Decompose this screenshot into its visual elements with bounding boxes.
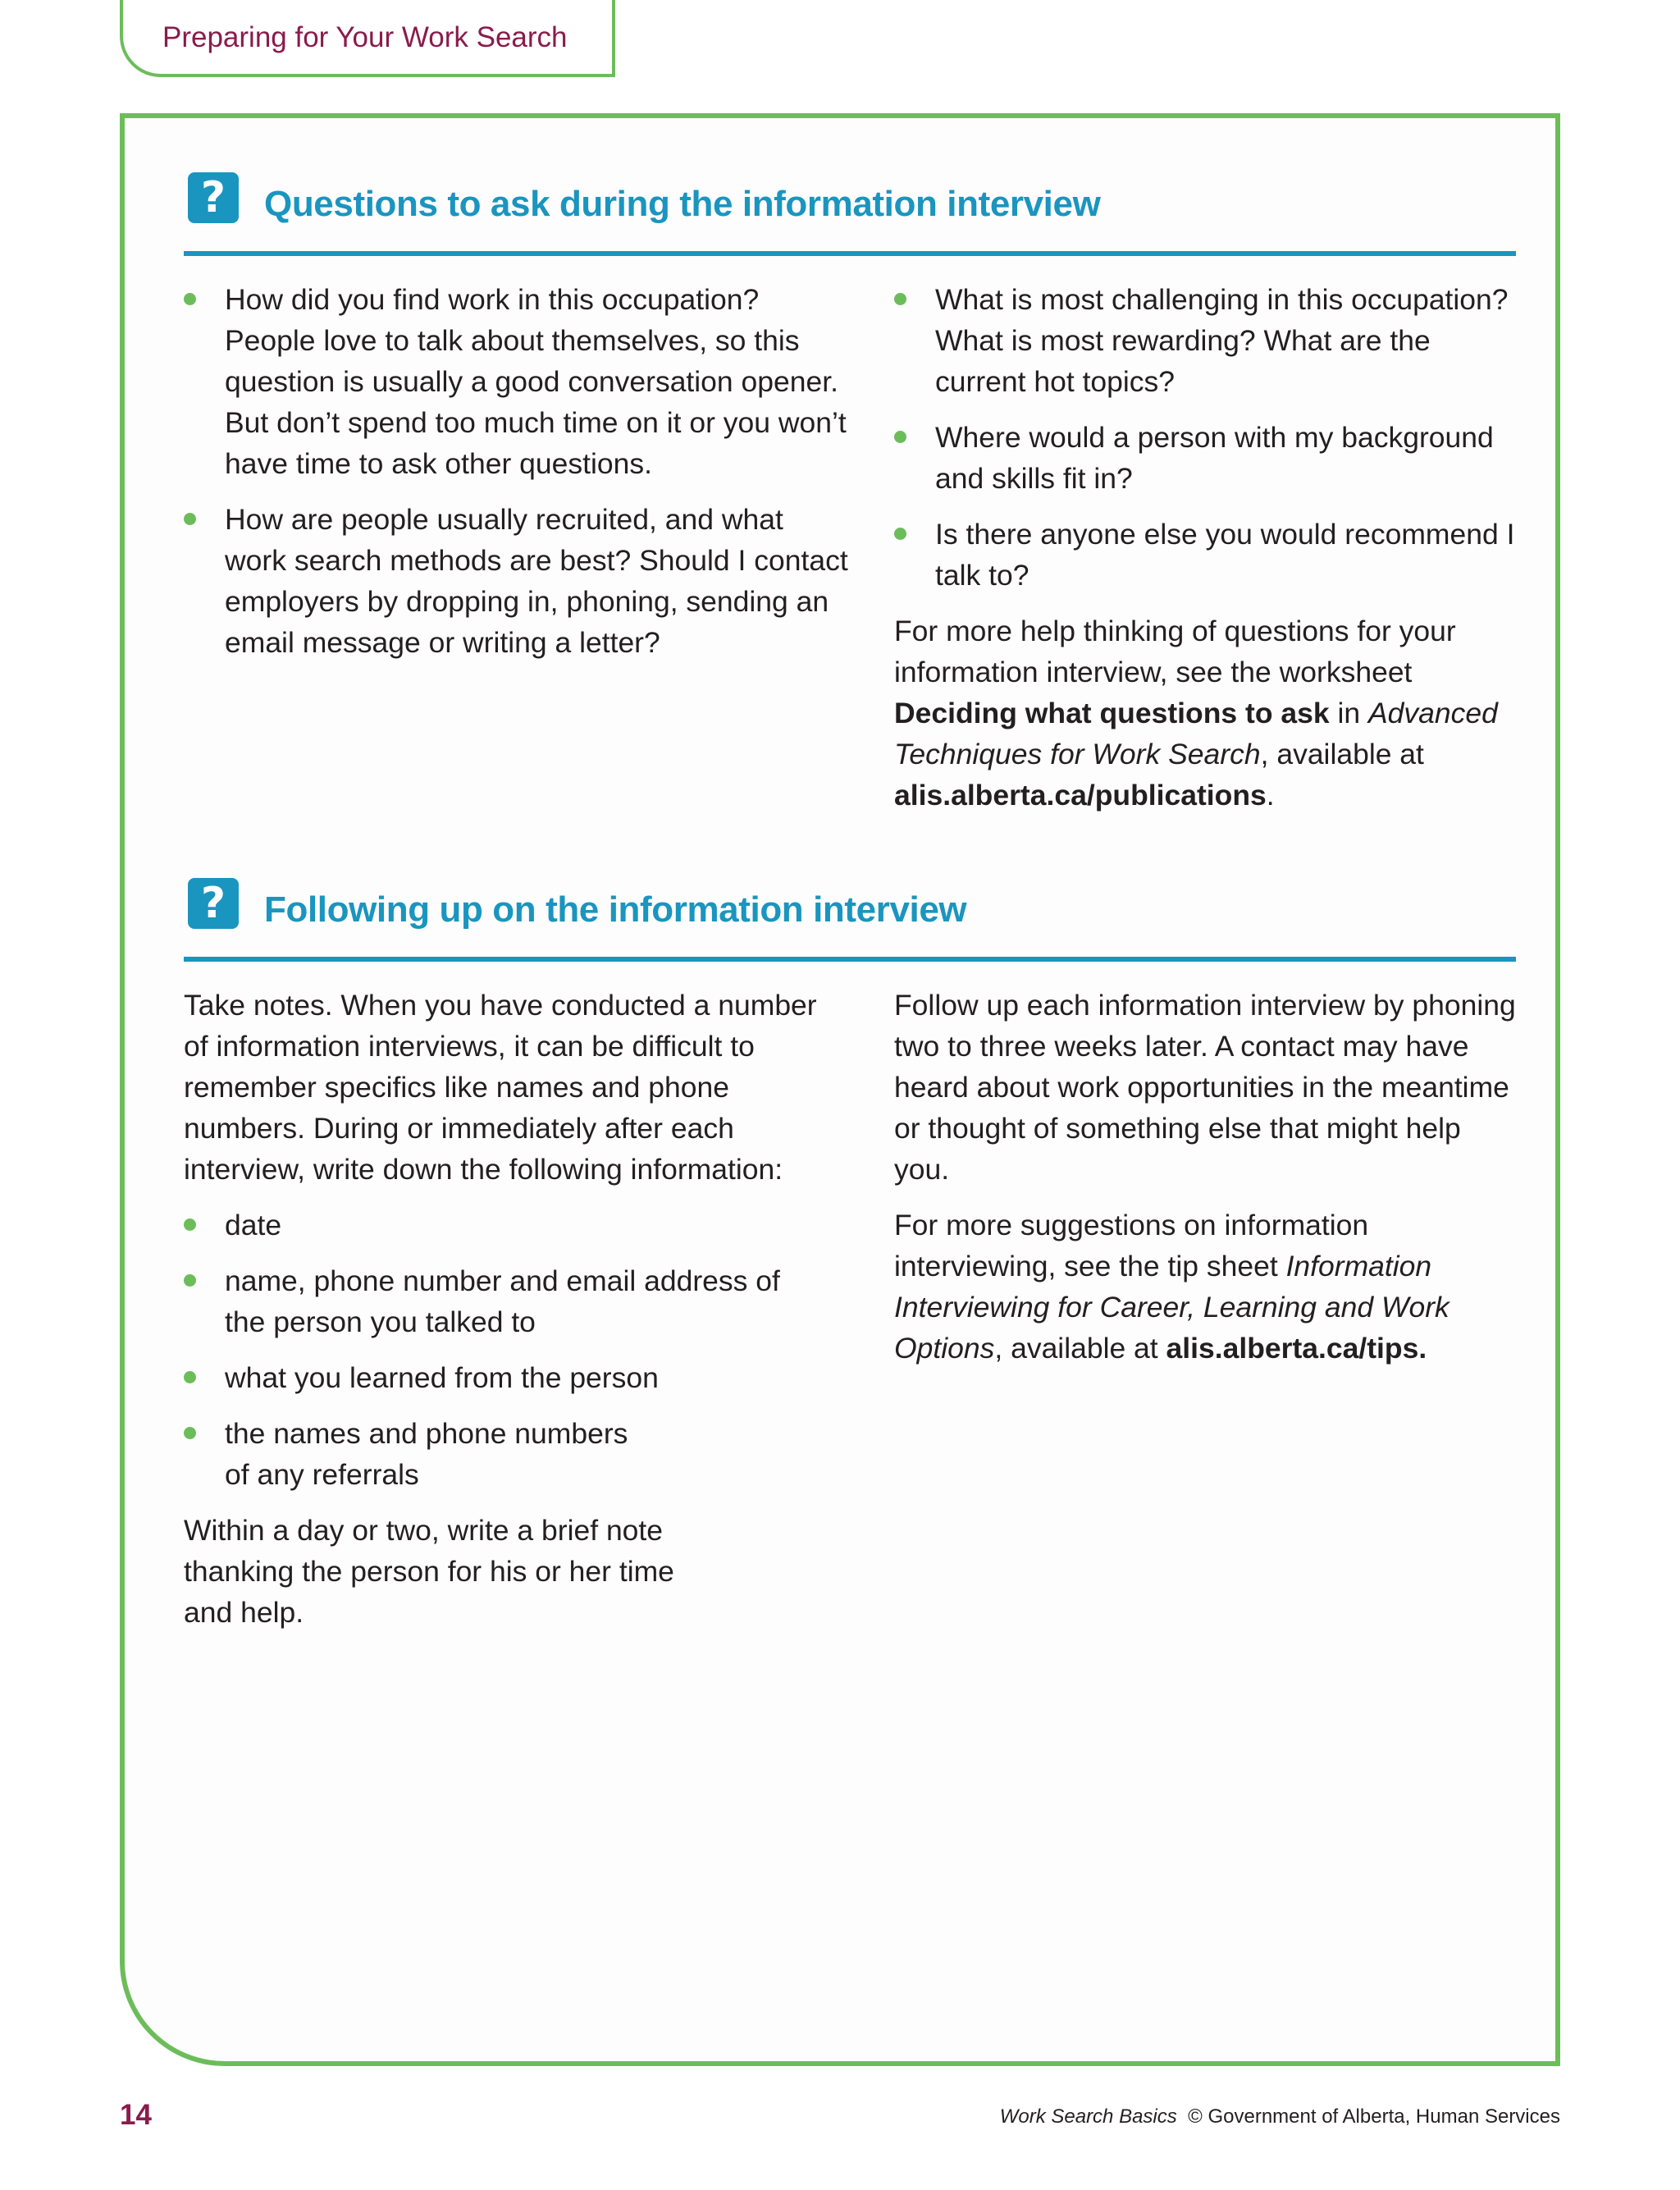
bullet-icon	[894, 293, 906, 305]
bullet-icon	[894, 528, 906, 540]
list-item-text: name, phone number and email address of the person you talked to	[225, 1264, 780, 1338]
publications-link[interactable]: alis.alberta.ca/publications	[894, 779, 1267, 812]
section-header	[184, 172, 1516, 263]
list-item-text: What is most challenging in this occupation? What is most rewarding? What are the current hot topics?	[935, 283, 1509, 398]
copyright: © Government of Alberta, Human Services	[1188, 2105, 1560, 2128]
list-item	[894, 279, 1518, 402]
page-number: 14	[120, 2099, 152, 2131]
notes-list	[184, 1205, 832, 1495]
header-title: Preparing for Your Work Search	[162, 21, 568, 53]
section-questions	[184, 172, 1516, 812]
bullet-icon	[184, 513, 196, 525]
tips-link[interactable]: alis.alberta.ca/tips.	[1166, 1332, 1427, 1365]
left-column	[184, 985, 832, 1648]
list-item	[184, 1357, 832, 1398]
bullet-icon	[894, 431, 906, 443]
bullet-icon	[184, 1427, 196, 1439]
list-item-text: Where would a person with my background and skills fit in?	[935, 421, 1494, 495]
section-title: Following up on the information interview	[264, 889, 967, 930]
list-item-text: the names and phone numbers of any referrals	[225, 1417, 628, 1491]
tip-sheet-title: Information Interviewing for Career, Learning and Work Options	[894, 1250, 1449, 1365]
worksheet-title: Deciding what questions to ask	[894, 697, 1330, 729]
section-rule	[184, 957, 1516, 962]
publication-title: Advanced Techniques for Work Search	[894, 697, 1498, 770]
content-box	[120, 113, 1560, 2066]
section-follow-up	[184, 878, 1516, 1629]
list-item	[894, 514, 1518, 596]
header-tab	[120, 0, 615, 77]
list-item-text: date	[225, 1209, 282, 1241]
section-rule	[184, 251, 1516, 256]
list-item-text: what you learned from the person	[225, 1361, 659, 1394]
bullet-icon	[184, 293, 196, 305]
suggestions-paragraph: For more suggestions on information interviewing, see the tip sheet Information Interviewing for Career, Learning and Work Options, available at alis.alberta.ca/tips.	[894, 1209, 1449, 1365]
question-list	[184, 279, 848, 663]
question-list	[894, 279, 1518, 596]
list-item	[184, 1205, 832, 1246]
notes-intro: Take notes. When you have conducted a number of information interviews, it can be difficult to remember specifics like names and phone numbers. During or immediately after each interview, write down the following information:	[184, 989, 817, 1186]
question-mark-icon: ?	[188, 172, 239, 223]
left-column	[184, 279, 848, 678]
follow-up-paragraph: Follow up each information interview by phoning two to three weeks later. A contact may have heard about work opportunities in the meantime or thought of something else that might help you.	[894, 989, 1516, 1186]
section-header	[184, 878, 1516, 968]
list-item-text: How are people usually recruited, and what work search methods are best? Should I contact employers by dropping in, phoning, sending an email message or writing a letter?	[225, 503, 848, 659]
list-item	[184, 1260, 832, 1342]
section-title: Questions to ask during the information interview	[264, 184, 1101, 224]
more-help-paragraph: For more help thinking of questions for your information interview, see the worksheet Deciding what questions to ask in Advanced Techniques for Work Search, available at alis.alberta.ca/publications.	[894, 615, 1498, 812]
right-column	[894, 279, 1518, 830]
list-item-text: How did you find work in this occupation? People love to talk about themselves, so this question is usually a good conversation opener. But don’t spend too much time on it or you won’t have time to ask other questions.	[225, 283, 847, 480]
publication-name: Work Search Basics	[999, 2105, 1177, 2128]
right-column	[894, 985, 1518, 1383]
footer	[1000, 2105, 1560, 2128]
list-item	[184, 1413, 832, 1495]
bullet-icon	[184, 1371, 196, 1383]
list-item-text: Is there anyone else you would recommend I talk to?	[935, 518, 1515, 592]
list-item	[184, 499, 848, 663]
question-mark-icon: ?	[188, 878, 239, 929]
notes-outro: Within a day or two, write a brief note thanking the person for his or her time and help.	[184, 1514, 674, 1629]
bullet-icon	[184, 1218, 196, 1231]
bullet-icon	[184, 1274, 196, 1287]
list-item	[184, 279, 848, 484]
list-item	[894, 417, 1518, 499]
